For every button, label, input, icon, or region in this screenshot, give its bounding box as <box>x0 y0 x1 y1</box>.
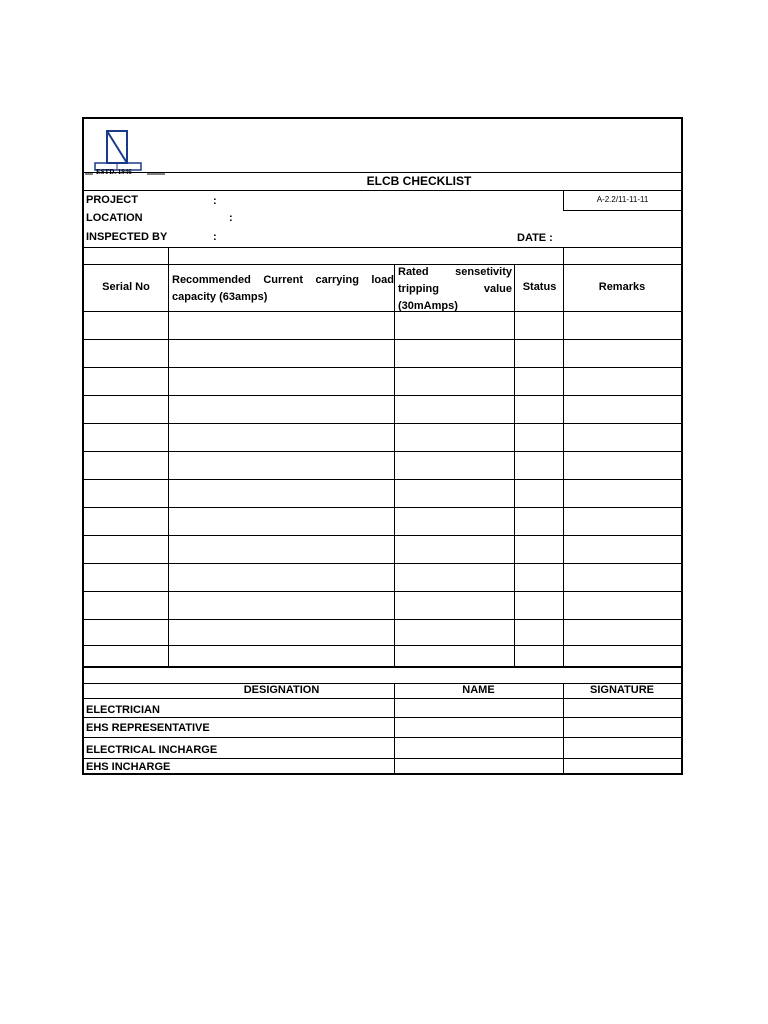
location-colon: : <box>229 212 233 224</box>
project-colon: : <box>213 195 217 207</box>
signoff-name-header: NAME <box>462 684 495 696</box>
col-remarks: Remarks <box>598 281 646 293</box>
elcb-checklist-form <box>82 117 683 775</box>
location-label: LOCATION <box>86 212 143 224</box>
date-label: DATE : <box>517 232 553 244</box>
col-status: Status <box>522 281 557 293</box>
signoff-row-electrical-incharge: ELECTRICAL INCHARGE <box>86 744 218 756</box>
col-current-capacity: Recommended Current carrying load capacity (63amps) <box>172 274 394 303</box>
project-label: PROJECT <box>86 194 138 206</box>
col-serial-no: Serial No <box>102 281 150 293</box>
signoff-row-ehs-representative: EHS REPRESENTATIVE <box>86 722 210 734</box>
signoff-signature-header: SIGNATURE <box>590 684 654 696</box>
form-title: ELCB CHECKLIST <box>366 174 472 188</box>
col-sensitivity: Rated sensetivity tripping value (30mAmps) <box>398 266 512 312</box>
document-code: A-2.2/11-11-11 <box>596 195 649 204</box>
signoff-row-electrician: ELECTRICIAN <box>86 704 160 716</box>
signoff-designation-header: DESIGNATION <box>243 684 320 696</box>
signoff-row-ehs-incharge: EHS INCHARGE <box>86 761 171 773</box>
inspected-by-label: INSPECTED BY <box>86 231 168 243</box>
inspected-by-colon: : <box>213 231 217 243</box>
estd-label: ESTD. 1946 <box>96 168 132 176</box>
